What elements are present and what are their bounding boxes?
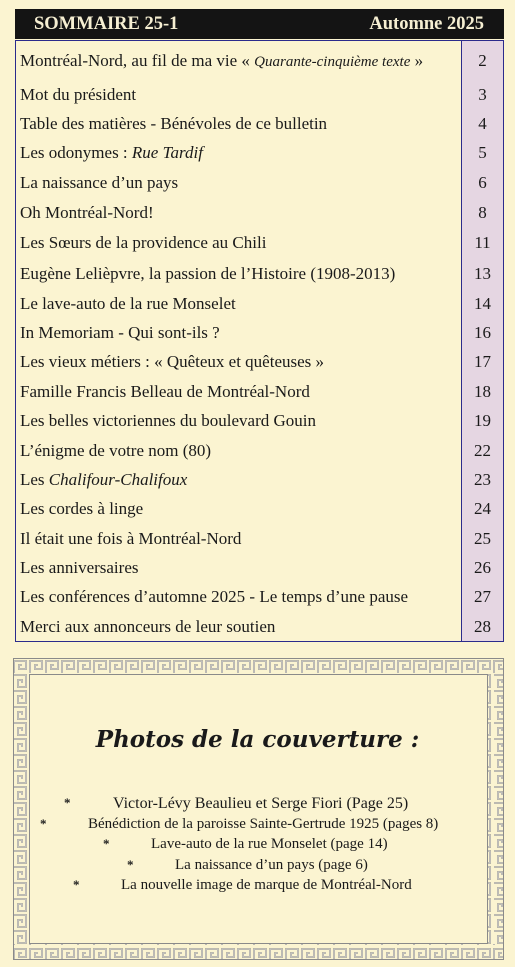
toc-title: Oh Montréal-Nord! — [20, 202, 154, 222]
toc-row — [16, 553, 503, 582]
toc-page-number: 27 — [474, 586, 491, 606]
toc-row — [16, 582, 503, 611]
toc-row — [16, 168, 503, 197]
toc-page-number: 28 — [474, 616, 491, 636]
toc-row — [16, 524, 503, 553]
photos-heading: Photos de la couverture : — [95, 726, 420, 753]
toc-title: Mot du président — [20, 84, 137, 104]
toc-page-number: 3 — [478, 84, 487, 104]
toc-title: Montréal-Nord, au fil de ma vie « Quarante-cinquième texte » — [20, 50, 424, 70]
toc-row — [16, 612, 503, 641]
photo-caption: Bénédiction de la paroisse Sainte-Gertrude 1925 (pages 8) — [88, 816, 439, 832]
toc-row — [16, 80, 503, 109]
photo-caption: Lave-auto de la rue Monselet (page 14) — [151, 836, 388, 852]
toc-page-number: 23 — [474, 469, 491, 489]
toc-title: Les odonymes : Rue Tardif — [20, 142, 203, 162]
toc-page-number: 18 — [474, 381, 491, 401]
toc-title: La naissance d’un pays — [20, 172, 179, 192]
summary-title: SOMMAIRE 25-1 — [34, 13, 179, 34]
toc-page-number: 4 — [478, 113, 487, 133]
bullet-asterisk: * — [64, 795, 71, 810]
toc-row — [16, 109, 503, 138]
toc-title: Eugène Lelièpvre, la passion de l’Histoire (1908-2013) — [20, 263, 396, 283]
toc-row — [16, 347, 503, 376]
bullet-asterisk: * — [127, 857, 134, 872]
toc-row — [16, 377, 503, 406]
toc-title: Les conférences d’automne 2025 - Le temps d’une pause — [20, 586, 409, 606]
toc-row — [16, 406, 503, 435]
toc-page-number: 25 — [474, 528, 491, 548]
toc-row — [16, 259, 503, 288]
bullet-asterisk: * — [73, 877, 80, 892]
toc-title: Les vieux métiers : « Quêteux et quêteuses » — [20, 351, 325, 371]
toc-title: Les cordes à linge — [20, 498, 144, 518]
toc-title: Famille Francis Belleau de Montréal-Nord — [20, 381, 310, 401]
toc-page-number: 22 — [474, 440, 491, 460]
toc-title: Table des matières - Bénévoles de ce bulletin — [20, 113, 328, 133]
toc-page-number: 19 — [474, 410, 491, 430]
toc-page-number: 13 — [474, 263, 491, 283]
toc-page-number: 24 — [474, 498, 491, 518]
toc-page-number: 5 — [478, 142, 487, 162]
toc-title: Les Chalifour-Chalifoux — [20, 469, 188, 489]
toc-row — [16, 289, 503, 318]
toc-page-number: 6 — [478, 172, 487, 192]
toc-title: Il était une fois à Montréal-Nord — [20, 528, 242, 548]
toc-title: Les anniversaires — [20, 557, 139, 577]
toc-row — [16, 494, 503, 523]
toc-row — [16, 198, 503, 227]
toc-page-number: 14 — [474, 293, 491, 313]
photo-caption: La nouvelle image de marque de Montréal-Nord — [121, 877, 412, 893]
toc-row — [16, 318, 503, 347]
photo-caption: Victor-Lévy Beaulieu et Serge Fiori (Page 25) — [113, 795, 409, 812]
toc-title: Les belles victoriennes du boulevard Gouin — [20, 410, 317, 430]
toc-row — [16, 436, 503, 465]
toc-title: In Memoriam - Qui sont-ils ? — [20, 322, 220, 342]
toc-page-number: 17 — [474, 351, 491, 371]
toc-page-number: 26 — [474, 557, 491, 577]
toc-row — [16, 46, 503, 75]
toc-row — [16, 228, 503, 257]
table-of-contents — [15, 40, 504, 642]
bullet-asterisk: * — [40, 816, 47, 831]
toc-page-number: 16 — [474, 322, 491, 342]
toc-title: Les Sœurs de la providence au Chili — [20, 232, 267, 252]
toc-title: L’énigme de votre nom (80) — [20, 440, 212, 460]
toc-title: Le lave-auto de la rue Monselet — [20, 293, 236, 313]
photo-caption: La naissance d’un pays (page 6) — [175, 857, 368, 873]
toc-title: Merci aux annonceurs de leur soutien — [20, 616, 276, 636]
bullet-asterisk: * — [103, 836, 110, 851]
toc-page-number: 2 — [478, 50, 487, 70]
toc-row — [16, 138, 503, 167]
season-label: Automne 2025 — [369, 13, 484, 34]
toc-row — [16, 465, 503, 494]
summary-header — [15, 9, 504, 39]
toc-page-number: 11 — [474, 232, 491, 252]
toc-page-number: 8 — [478, 202, 487, 222]
